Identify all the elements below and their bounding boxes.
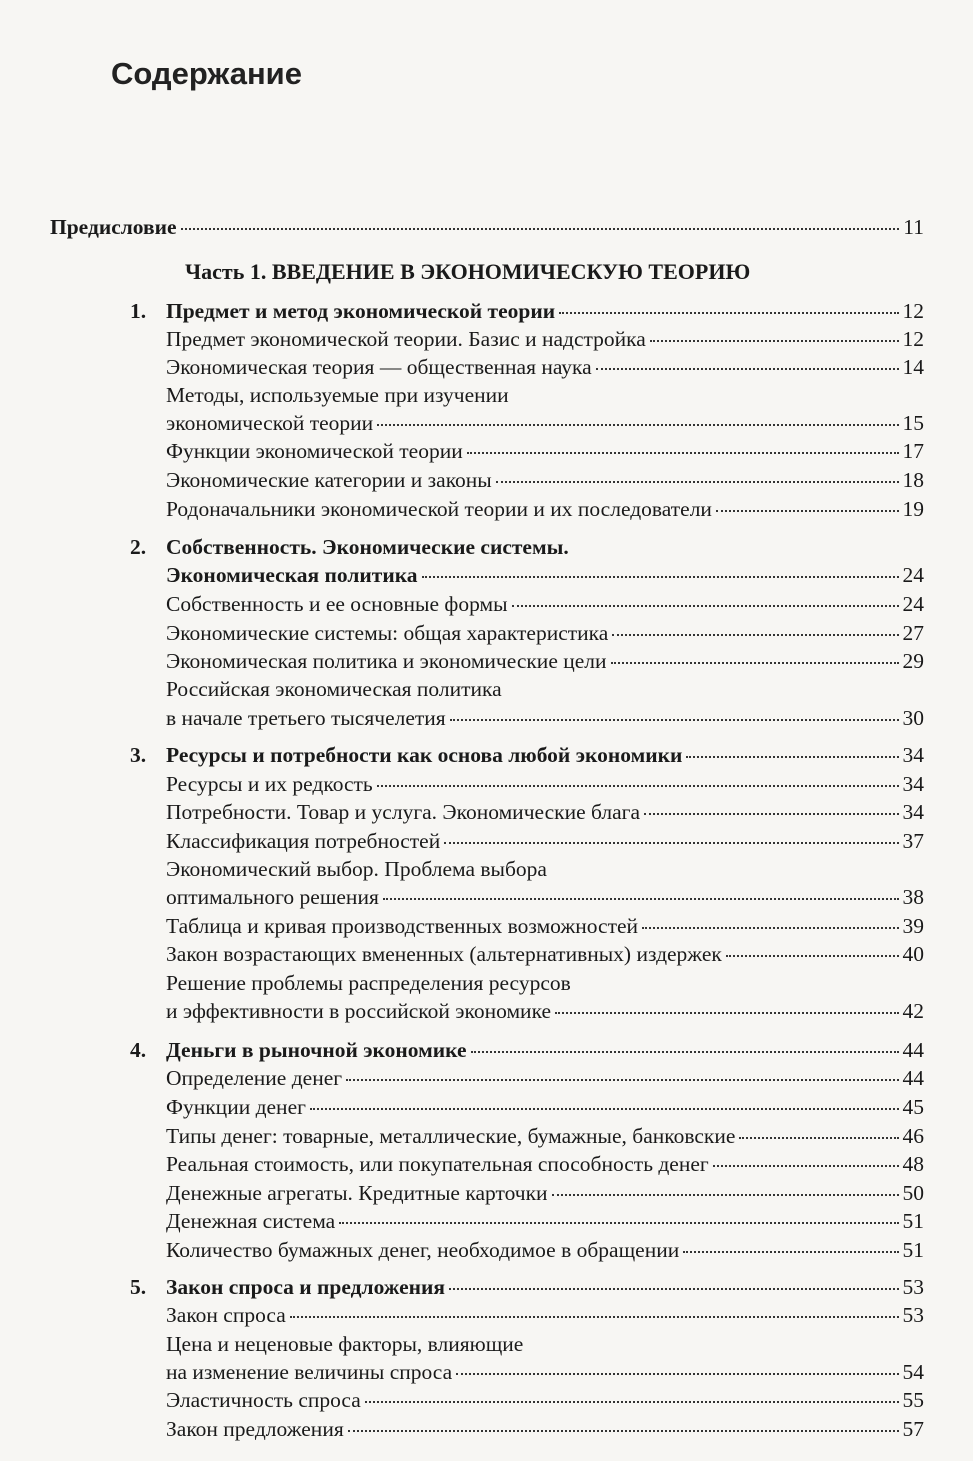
entry-page: 44 xyxy=(902,1066,924,1090)
toc-entry-preface xyxy=(50,212,924,242)
toc-entry xyxy=(166,1092,924,1122)
entry-title: Закон предложения xyxy=(166,1417,344,1441)
entry-page: 18 xyxy=(902,468,924,492)
entry-title: Закон спроса и предложения xyxy=(166,1275,446,1299)
entry-title-continued: оптимального решения xyxy=(166,885,379,909)
dot-leader xyxy=(449,1288,898,1290)
entry-title-continued: Экономическая политика xyxy=(166,563,418,587)
entry-page: 53 xyxy=(902,1275,924,1299)
toc-entry xyxy=(166,1357,924,1387)
toc-entry xyxy=(166,703,924,733)
dot-leader xyxy=(383,898,899,900)
toc-chapter-1 xyxy=(166,296,924,326)
toc-entry xyxy=(166,618,924,648)
entry-page: 37 xyxy=(902,829,924,853)
entry-page: 46 xyxy=(902,1124,924,1148)
toc-entry xyxy=(166,911,924,941)
entry-page: 53 xyxy=(902,1303,924,1327)
toc-entry xyxy=(166,1149,924,1179)
entry-title: Цена и неценовые факторы, влияющие xyxy=(166,1332,524,1356)
entry-page: 40 xyxy=(902,942,924,966)
entry-title-continued: в начале третьего тысячелетия xyxy=(166,706,446,730)
toc-chapter-4 xyxy=(166,1035,924,1065)
entry-title: Предмет экономической теории. Базис и надстройка xyxy=(166,327,646,351)
entry-title: Закон возрастающих вмененных (альтернативных) издержек xyxy=(166,942,722,966)
entry-page: 48 xyxy=(902,1152,924,1176)
entry-page: 29 xyxy=(902,649,924,673)
dot-leader xyxy=(552,1194,899,1196)
toc-entry xyxy=(166,1235,924,1265)
entry-page: 17 xyxy=(902,439,924,463)
entry-title: Предмет и метод экономической теории xyxy=(166,299,556,323)
toc-entry xyxy=(166,1206,924,1236)
dot-leader xyxy=(713,1165,899,1167)
dot-leader xyxy=(290,1316,899,1318)
entry-title: Классификация потребностей xyxy=(166,829,441,853)
entry-title: Родоначальники экономической теории и их последователи xyxy=(166,497,712,521)
toc-entry-line1 xyxy=(166,380,924,410)
entry-page: 38 xyxy=(902,885,924,909)
entry-page: 24 xyxy=(902,592,924,616)
entry-title: Закон спроса xyxy=(166,1303,286,1327)
toc-entry xyxy=(166,1414,924,1444)
dot-leader xyxy=(683,1251,898,1253)
entry-title: Ресурсы и их редкость xyxy=(166,772,373,796)
chapter-number: 5. xyxy=(130,1275,147,1299)
entry-page: 34 xyxy=(902,800,924,824)
toc-entry xyxy=(166,646,924,676)
toc-entry-line1 xyxy=(166,1329,924,1359)
dot-leader xyxy=(726,955,899,957)
entry-page: 57 xyxy=(902,1417,924,1441)
entry-page: 44 xyxy=(902,1038,924,1062)
dot-leader xyxy=(339,1222,898,1224)
entry-title: Определение денег xyxy=(166,1066,343,1090)
entry-page: 34 xyxy=(902,743,924,767)
dot-leader xyxy=(644,813,898,815)
entry-title-continued: экономической теории xyxy=(166,411,374,435)
dot-leader xyxy=(310,1108,899,1110)
dot-leader xyxy=(642,927,898,929)
chapter-number: 4. xyxy=(130,1038,147,1062)
entry-page: 42 xyxy=(902,999,924,1023)
entry-title: Ресурсы и потребности как основа любой экономики xyxy=(166,743,683,767)
dot-leader xyxy=(471,1051,899,1053)
toc-entry xyxy=(166,1121,924,1151)
toc-entry-line1 xyxy=(166,854,924,884)
dot-leader xyxy=(686,756,898,758)
toc-entry xyxy=(166,769,924,799)
entry-page: 12 xyxy=(902,299,924,323)
toc-entry xyxy=(166,1300,924,1330)
entry-page: 39 xyxy=(902,914,924,938)
entry-page: 51 xyxy=(902,1209,924,1233)
entry-title: Экономические системы: общая характеристика xyxy=(166,621,609,645)
chapter-number: 2. xyxy=(130,535,147,559)
entry-title: Экономическая политика и экономические цели xyxy=(166,649,607,673)
toc-entry xyxy=(166,436,924,466)
entry-page: 24 xyxy=(902,563,924,587)
entry-title: Денежные агрегаты. Кредитные карточки xyxy=(166,1181,548,1205)
entry-title: Количество бумажных денег, необходимое в обращении xyxy=(166,1238,680,1262)
toc-chapter-2-line1 xyxy=(166,532,924,562)
entry-page: 54 xyxy=(902,1360,924,1384)
dot-leader xyxy=(377,424,898,426)
dot-leader xyxy=(612,634,898,636)
dot-leader xyxy=(611,662,899,664)
entry-page: 19 xyxy=(902,497,924,521)
entry-page: 45 xyxy=(902,1095,924,1119)
entry-page: 50 xyxy=(902,1181,924,1205)
entry-title: Типы денег: товарные, металлические, бумажные, банковские xyxy=(166,1124,736,1148)
entry-title: Экономический выбор. Проблема выбора xyxy=(166,857,547,881)
page-title: Содержание xyxy=(111,56,302,91)
toc-entry xyxy=(166,1385,924,1415)
dot-leader xyxy=(348,1430,899,1432)
dot-leader xyxy=(716,510,899,512)
entry-title: Экономические категории и законы xyxy=(166,468,492,492)
entry-page: 34 xyxy=(902,772,924,796)
entry-title: Деньги в рыночной экономике xyxy=(166,1038,467,1062)
toc-entry xyxy=(166,996,924,1026)
toc-entry xyxy=(166,408,924,438)
entry-title: Предисловие xyxy=(50,215,177,239)
dot-leader xyxy=(377,785,899,787)
part-heading: Часть 1. ВВЕДЕНИЕ В ЭКОНОМИЧЕСКУЮ ТЕОРИЮ xyxy=(185,259,751,284)
chapter-number: 3. xyxy=(130,743,147,767)
toc-entry xyxy=(166,324,924,354)
entry-page: 12 xyxy=(902,327,924,351)
entry-title: Таблица и кривая производственных возможностей xyxy=(166,914,639,938)
entry-page: 11 xyxy=(903,215,924,239)
toc-entry xyxy=(166,882,924,912)
toc-entry xyxy=(166,589,924,619)
dot-leader xyxy=(512,605,899,607)
entry-page: 27 xyxy=(902,621,924,645)
chapter-number: 1. xyxy=(130,299,147,323)
dot-leader xyxy=(496,481,899,483)
entry-title-continued: на изменение величины спроса xyxy=(166,1360,453,1384)
entry-page: 15 xyxy=(902,411,924,435)
dot-leader xyxy=(450,719,899,721)
entry-title: Собственность. Экономические системы. xyxy=(166,535,569,559)
entry-title: Функции денег xyxy=(166,1095,306,1119)
entry-title: Экономическая теория — общественная наука xyxy=(166,355,592,379)
dot-leader xyxy=(596,368,899,370)
toc-chapter-2 xyxy=(166,560,924,590)
entry-title: Потребности. Товар и услуга. Экономические блага xyxy=(166,800,641,824)
dot-leader xyxy=(456,1373,898,1375)
entry-page: 51 xyxy=(902,1238,924,1262)
entry-title: Российская экономическая политика xyxy=(166,677,502,701)
toc-entry xyxy=(166,797,924,827)
entry-page: 14 xyxy=(902,355,924,379)
dot-leader xyxy=(559,312,898,314)
entry-title: Функции экономической теории xyxy=(166,439,463,463)
toc-entry-line1 xyxy=(166,674,924,704)
toc-entry-line1 xyxy=(166,968,924,998)
entry-page: 55 xyxy=(902,1388,924,1412)
dot-leader xyxy=(555,1012,898,1014)
toc-chapter-3 xyxy=(166,740,924,770)
toc-entry xyxy=(166,465,924,495)
entry-title: Эластичность спроса xyxy=(166,1388,361,1412)
toc-entry xyxy=(166,352,924,382)
dot-leader xyxy=(422,576,899,578)
toc-entry xyxy=(166,1063,924,1093)
dot-leader xyxy=(739,1137,898,1139)
toc-entry xyxy=(166,826,924,856)
toc-entry xyxy=(166,1178,924,1208)
dot-leader xyxy=(181,228,900,230)
toc-entry xyxy=(166,494,924,524)
toc-chapter-5 xyxy=(166,1272,924,1302)
entry-title: Собственность и ее основные формы xyxy=(166,592,508,616)
dot-leader xyxy=(365,1401,899,1403)
dot-leader xyxy=(650,340,899,342)
entry-title-continued: и эффективности в российской экономике xyxy=(166,999,552,1023)
entry-title: Решение проблемы распределения ресурсов xyxy=(166,971,571,995)
dot-leader xyxy=(467,452,899,454)
entry-title: Денежная система xyxy=(166,1209,336,1233)
entry-page: 30 xyxy=(902,706,924,730)
entry-title: Реальная стоимость, или покупательная способность денег xyxy=(166,1152,709,1176)
toc-entry xyxy=(166,939,924,969)
entry-title: Методы, используемые при изучении xyxy=(166,383,509,407)
dot-leader xyxy=(346,1079,898,1081)
dot-leader xyxy=(444,842,898,844)
